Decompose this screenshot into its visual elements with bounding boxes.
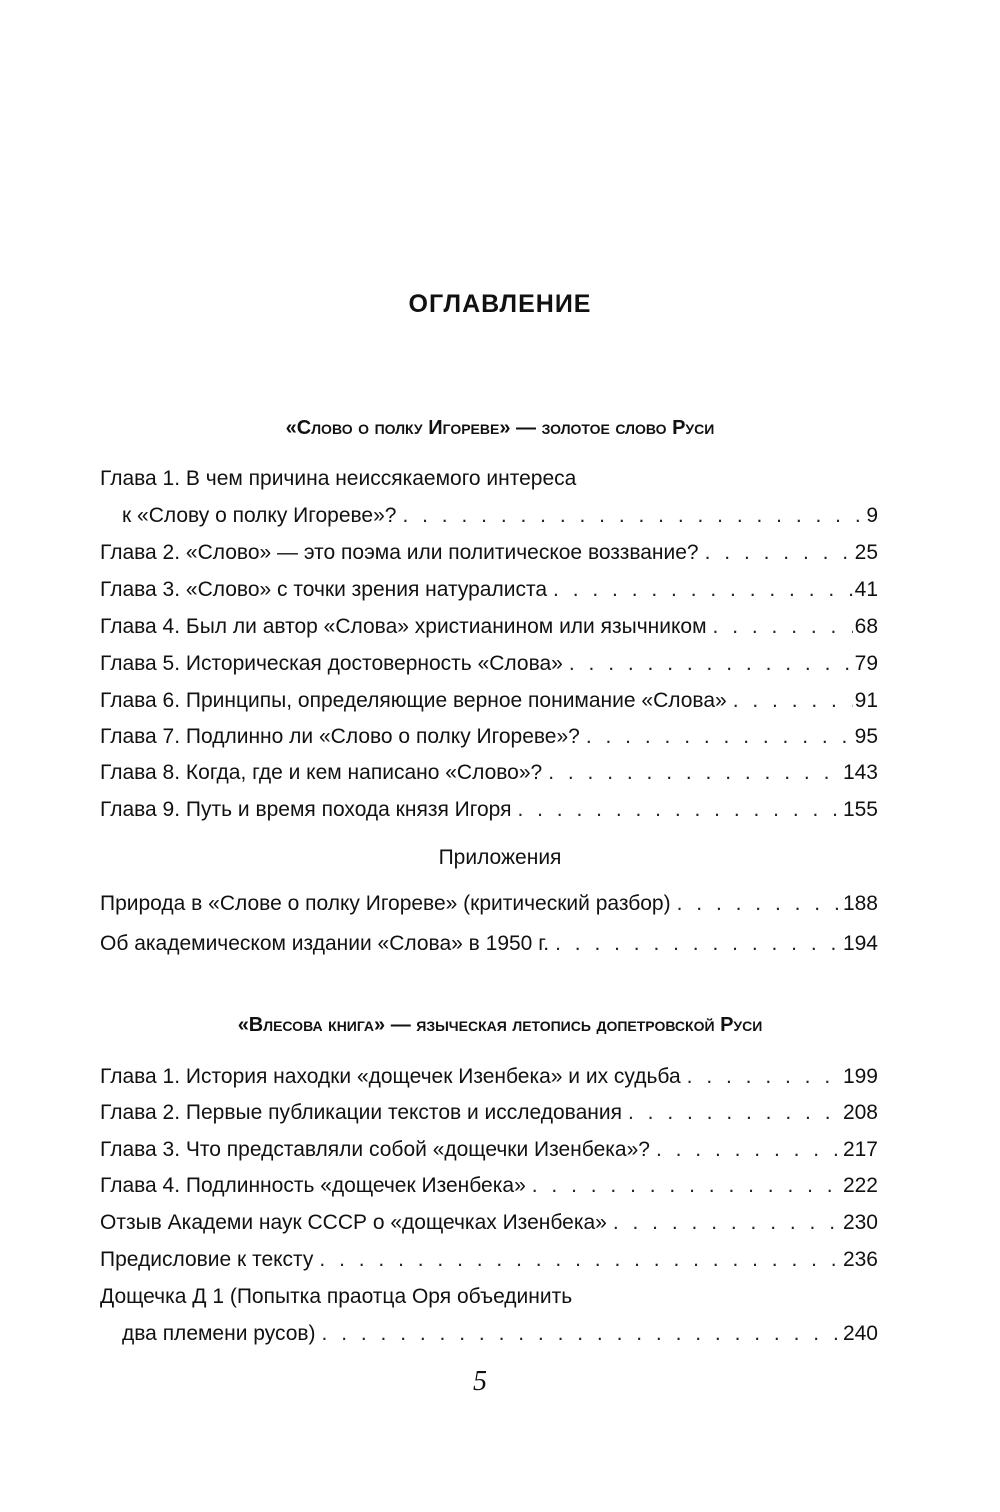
dot-leader [687, 1061, 841, 1093]
dot-leader [713, 611, 853, 643]
page-title: ОГЛАВЛЕНИЕ [408, 290, 592, 318]
toc-entry-text: Глава 7. Подлинно ли «Слово о полку Игореве»? [100, 725, 580, 748]
toc-entry-text: Глава 2. Первые публикации текстов и исследования [100, 1101, 622, 1124]
toc-entry-text: Об академическом издании «Слова» в 1950 г. [100, 932, 550, 955]
dot-leader [555, 928, 841, 960]
toc-page-number: 236 [842, 1248, 878, 1271]
toc-entry-text: Отзыв Академи наук СССР о «дощечках Изенбека» [100, 1211, 607, 1234]
toc-entry [100, 928, 878, 960]
toc-page-number: 41 [854, 578, 878, 601]
toc-page-number: 240 [842, 1322, 878, 1345]
toc-page-number: 194 [842, 932, 878, 955]
toc-entry-text: Глава 2. «Слово» — это поэма или политическое воззвание? [100, 541, 699, 564]
dot-leader [517, 794, 840, 826]
toc-page-number: 222 [842, 1174, 878, 1197]
toc-entry [122, 500, 878, 532]
toc-entry [100, 574, 878, 606]
dot-leader [733, 685, 853, 717]
dot-leader [532, 1170, 841, 1202]
toc-entry-text: Предисловие к тексту [100, 1248, 314, 1271]
toc-page-number: 230 [842, 1211, 878, 1234]
toc-entry [100, 1281, 878, 1313]
toc-entry-text: Глава 5. Историческая достоверность «Слова» [100, 652, 563, 675]
toc-page-number: 79 [854, 652, 878, 675]
toc-entry [100, 1170, 878, 1202]
toc-page-number: 68 [854, 615, 878, 638]
toc-entry-text: Глава 3. «Слово» с точки зрения натуралиста [100, 578, 548, 601]
toc-entry-text: Дощечка Д 1 (Попытка праотца Оря объединить [100, 1285, 573, 1308]
toc-entry [100, 794, 878, 826]
dot-leader [322, 1318, 841, 1350]
toc-entry-text: к «Слову о полку Игореве»? [122, 504, 397, 527]
dot-leader [628, 1097, 841, 1129]
toc-page-number: 199 [842, 1065, 878, 1088]
toc-page-number: 143 [842, 761, 878, 784]
dot-leader [677, 888, 841, 920]
toc-entry [100, 1207, 878, 1239]
toc-entry-text: Глава 1. История находки «дощечек Изенбека» и их судьба [100, 1065, 681, 1088]
section-heading: «Влесова книга» — языческая летопись допетровской Руси [237, 1014, 763, 1036]
toc-entry [100, 611, 878, 643]
toc-entry [100, 721, 878, 753]
toc-entry [100, 1061, 878, 1093]
dot-leader [402, 500, 864, 532]
dot-leader [319, 1244, 841, 1276]
dot-leader [569, 648, 853, 680]
toc-entry [100, 685, 878, 717]
toc-entry-text: Глава 1. В чем причина неиссякаемого интереса [100, 467, 577, 490]
toc-entry [100, 888, 878, 920]
toc-entry-text: Глава 8. Когда, где и кем написано «Слово»? [100, 761, 543, 784]
toc-entry-text: Природа в «Слове о полку Игореве» (критический разбор) [100, 892, 671, 915]
toc-entry [100, 648, 878, 680]
toc-page-number: 155 [842, 798, 878, 821]
toc-page-number: 188 [842, 892, 878, 915]
toc-entry [100, 1097, 878, 1129]
toc-page-number: 25 [854, 541, 878, 564]
toc-page-number: 95 [854, 725, 878, 748]
section-heading: «Слово о полку Игореве» — золотое слово Руси [285, 417, 715, 439]
toc-entry [100, 537, 878, 569]
toc-entry-text: два племени русов) [122, 1322, 316, 1345]
dot-leader [553, 574, 853, 606]
dot-leader [613, 1207, 841, 1239]
toc-entry-text: Глава 6. Принципы, определяющие верное понимание «Слова» [100, 689, 727, 712]
toc-entry-text: Глава 9. Путь и время похода князя Игоря [100, 798, 512, 821]
toc-entry [122, 1318, 878, 1350]
toc-entry-text: Глава 3. Что представляли собой «дощечки Изенбека»? [100, 1138, 650, 1161]
toc-entry [100, 1244, 878, 1276]
dot-leader [656, 1134, 841, 1166]
toc-entry-text: Глава 4. Подлинность «дощечек Изенбека» [100, 1174, 526, 1197]
toc-entry [100, 757, 878, 789]
appendix-heading: Приложения [438, 846, 562, 869]
toc-page-number: 208 [842, 1101, 878, 1124]
toc-entry [100, 463, 878, 495]
toc-page-number: 9 [866, 504, 878, 527]
toc-entry [100, 1134, 878, 1166]
toc-entry-text: Глава 4. Был ли автор «Слова» христианином или язычником [100, 615, 707, 638]
dot-leader [548, 757, 841, 789]
toc-page-number: 217 [842, 1138, 878, 1161]
dot-leader [586, 721, 853, 753]
toc-page-number: 91 [854, 689, 878, 712]
dot-leader [705, 537, 853, 569]
page-number: 5 [473, 1366, 487, 1397]
